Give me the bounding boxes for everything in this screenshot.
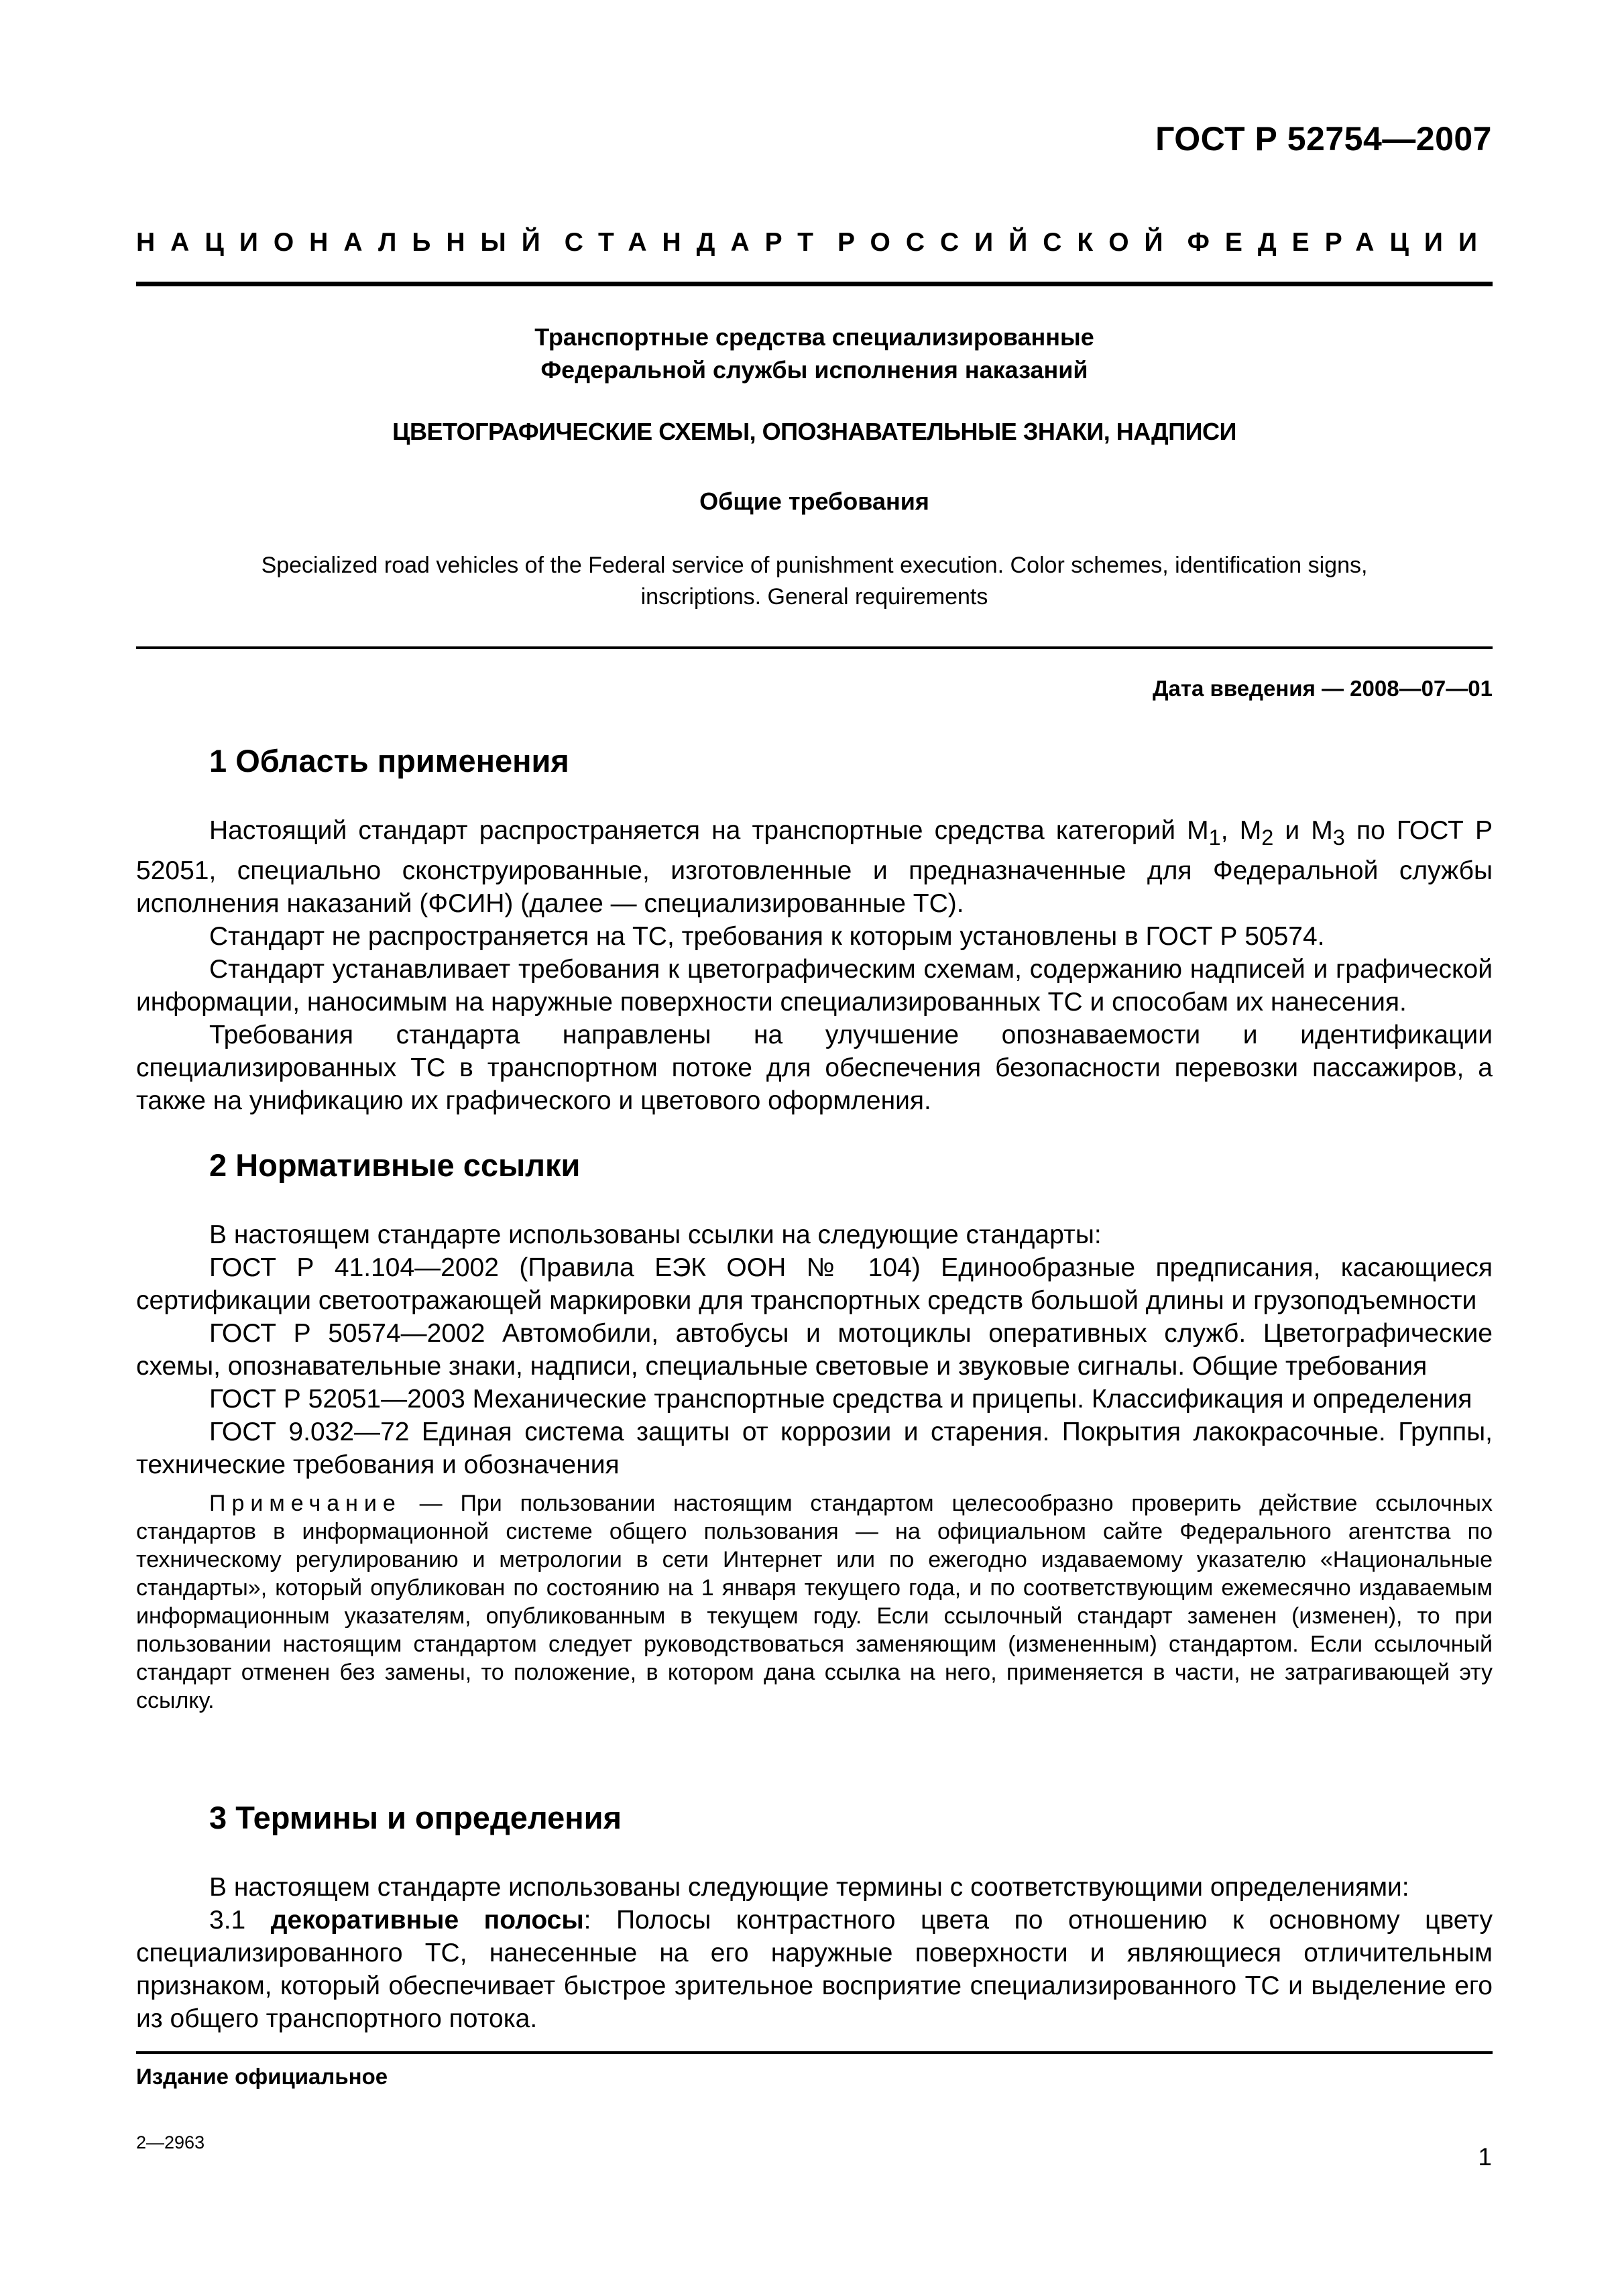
reference-item: ГОСТ Р 50574—2002 Автомобили, автобусы и мотоциклы оперативных служб. Цветографические схемы, опознавательные знаки, надписи, специальные световые и звуковые сигналы. Общие требования: [136, 1319, 1493, 1381]
footer-divider: [136, 2051, 1493, 2054]
title-line: Федеральной службы исполнения наказаний: [540, 356, 1088, 384]
paragraph: В настоящем стандарте использованы следующие термины с соответствующими определениями:: [209, 1873, 1409, 1902]
document-code: ГОСТ Р 52754—2007: [1155, 120, 1492, 158]
paragraph: Стандарт устанавливает требования к цветографическим схемам, содержанию надписей и графической информации, наносимым на наружные поверхности специализированных ТС и способам их нанесения.: [136, 954, 1493, 1017]
section-heading: 2 Нормативные ссылки: [209, 1147, 581, 1183]
paragraph: Требования стандарта направлены на улучшение опознаваемости и идентификации специализированных ТС в транспортном потоке для обеспечения безопасности перевозки пассажиров, а также на унификацию их графического и цветового оформления.: [136, 1020, 1493, 1115]
print-number: 2—2963: [136, 2132, 205, 2152]
section-terms: [136, 1798, 1493, 2035]
note-text: — При пользовании настоящим стандартом целесообразно проверить действие ссылочных стандартов в информационной системе общего пользования — на официальном сайте Федерального агентства по техническому регулированию и метрологии в сети Интернет или по ежегодно издаваемому указателю «Национальные стандарты», который опубликован по состоянию на 1 января текущего года, и по соответствующим ежемесячно издаваемым информационным указателям, опубликованным в текущем году. Если ссылочный стандарт заменен (изменен), то при пользовании настоящим стандартом следует руководствоваться заменяющим (измененным) стандартом. Если ссылочный стандарт отменен без замены, то положение, в котором дана ссылка на него, применяется в части, не затрагивающей эту ссылку.: [136, 1491, 1493, 1713]
english-title-line: Specialized road vehicles of the Federal service of punishment execution. Color schemes, identification signs,: [261, 553, 1368, 578]
banner-word: НАЦИОНАЛЬНЫЙ: [136, 228, 556, 257]
reference-item: ГОСТ 9.032—72 Единая система защиты от коррозии и старения. Покрытия лакокрасочные. Группы, технические требования и обозначения: [136, 1418, 1493, 1479]
document-title: [136, 321, 1493, 386]
section-scope: [136, 741, 1493, 1117]
paragraph: Стандарт не распространяется на ТС, требования к которым установлены в ГОСТ Р 50574.: [209, 921, 1325, 951]
paragraph: Настоящий стандарт распространяется на транспортные средства категорий $М_1$, $М_2$ и $М_3$ по ГОСТ Р 52051, специально сконструированные, изготовленные и предназначенные для Федеральной службы исполнения наказаний (ФСИН) (далее — специализированные ТС).: [136, 816, 1493, 918]
top-divider: [136, 282, 1493, 286]
reference-item: ГОСТ Р 41.104—2002 (Правила ЕЭК ООН № 104) Единообразные предписания, касающиеся сертификации светоотражающей маркировки для транспортных средств большой длины и грузоподъемности: [136, 1253, 1493, 1315]
term-definition: 3.1 декоративные полосы: Полосы контрастного цвета по отношению к основному цвету специализированного ТС, нанесенные на его наружные поверхности и являющиеся отличительным признаком, который обеспечивает быстрое зрительное восприятие специализированного ТС и выделение его из общего транспортного потока.: [136, 1906, 1493, 2033]
page-number: 1: [1478, 2143, 1492, 2171]
banner-word: СТАНДАРТ: [564, 228, 829, 257]
note-paragraph: [136, 1489, 1493, 1715]
english-title: [136, 550, 1493, 613]
paragraph: В настоящем стандарте использованы ссылки на следующие стандарты:: [209, 1220, 1102, 1249]
term: декоративные полосы: [270, 1906, 584, 1935]
section-heading: 3 Термины и определения: [209, 1800, 622, 1835]
note-block: [136, 1489, 1493, 1715]
introduction-date: Дата введения — 2008—07—01: [1153, 676, 1493, 701]
note-label: Примечание: [209, 1491, 402, 1516]
official-edition-label: Издание официальное: [136, 2064, 388, 2089]
document-subtitle: Общие требования: [699, 487, 929, 515]
title-line: Транспортные средства специализированные: [534, 323, 1094, 351]
national-standard-banner: [136, 228, 1493, 257]
title-divider: [136, 646, 1493, 649]
reference-item: ГОСТ Р 52051—2003 Механические транспортные средства и прицепы. Классификация и определения: [209, 1385, 1472, 1414]
section-heading: 1 Область применения: [209, 743, 569, 779]
english-title-line: inscriptions. General requirements: [640, 584, 988, 610]
banner-word: РОССИЙСКОЙ: [837, 228, 1179, 257]
document-subject: ЦВЕТОГРАФИЧЕСКИЕ СХЕМЫ, ОПОЗНАВАТЕЛЬНЫЕ ЗНАКИ, НАДПИСИ: [392, 418, 1236, 445]
banner-word: ФЕДЕРАЦИИ: [1187, 228, 1493, 257]
section-normative-references: [136, 1145, 1493, 1715]
